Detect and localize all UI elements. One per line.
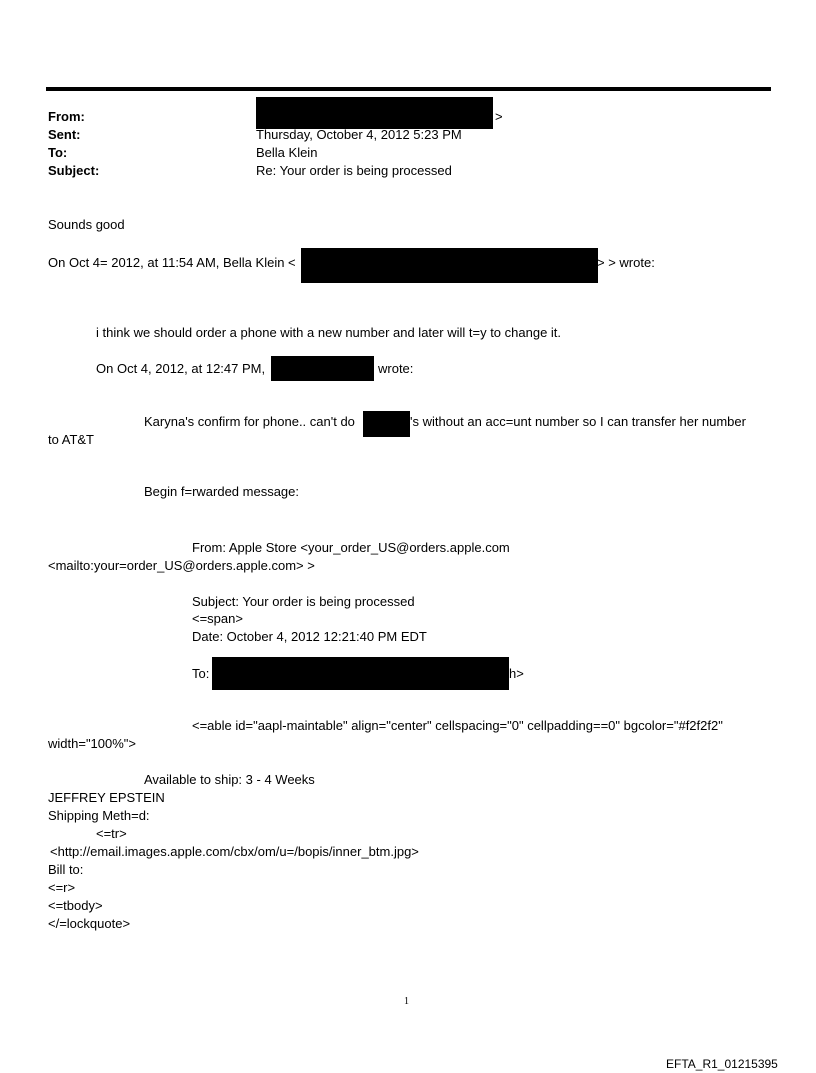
subject-label: Subject: xyxy=(48,163,100,178)
quote1-intro-start: On Oct 4= 2012, at 11:54 AM, Bella Klein < xyxy=(48,255,296,270)
fwd-from: From: Apple Store <your_order_US@orders.apple.com xyxy=(192,540,510,555)
quote2-text-start: Karyna's confirm for phone.. can't do xyxy=(144,414,355,429)
tbody-tag: <=tbody> xyxy=(48,898,103,913)
quote2-intro-start: On Oct 4, 2012, at 12:47 PM, xyxy=(96,361,266,376)
table-tag-line: <=able id="aapl-maintable" align="center" cellspacing="0" cellpadding==0" bgcolor="#f2f2f2" xyxy=(192,718,723,733)
quote1-intro-end: > > wrote: xyxy=(597,255,655,270)
quote2-text-wrap: to AT&T xyxy=(48,432,94,447)
from-label: From: xyxy=(48,109,85,124)
to-label: To: xyxy=(48,145,68,160)
tr-tag: <=tr> xyxy=(96,826,127,841)
bill-to: Bill to: xyxy=(48,862,84,877)
redaction-sender-name xyxy=(271,356,374,381)
r-tag: <=r> xyxy=(48,880,76,895)
fwd-to-suffix: h> xyxy=(509,666,524,681)
quote1-text: i think we should order a phone with a new number and later will t=y to change it. xyxy=(96,325,562,340)
redaction-carrier xyxy=(363,411,410,437)
sent-label: Sent: xyxy=(48,127,81,142)
header-rule xyxy=(46,87,771,91)
quote2-text-end: 's without an acc=unt number so I can transfer her number xyxy=(410,414,746,429)
redaction-bella-email xyxy=(301,248,598,283)
quote2-intro-end: wrote: xyxy=(378,361,414,376)
fwd-to-label: To: xyxy=(192,666,210,681)
from-value-suffix: > xyxy=(495,109,503,124)
fwd-subject: Subject: Your order is being processed xyxy=(192,594,415,609)
fwd-span: <=span> xyxy=(192,611,243,626)
fwd-from-mailto: <mailto:your=order_US@orders.apple.com> > xyxy=(48,558,315,573)
fwd-date: Date: October 4, 2012 12:21:40 PM EDT xyxy=(192,629,427,644)
customer-name: JEFFREY EPSTEIN xyxy=(48,790,165,805)
page-number: 1 xyxy=(404,996,409,1007)
sent-value: Thursday, October 4, 2012 5:23 PM xyxy=(256,127,462,142)
image-url: <http://email.images.apple.com/cbx/om/u=/bopis/inner_btm.jpg> xyxy=(50,844,419,859)
forwarded-begin: Begin f=rwarded message: xyxy=(144,484,300,499)
subject-value: Re: Your order is being processed xyxy=(256,163,452,178)
availability: Available to ship: 3 - 4 Weeks xyxy=(144,772,315,787)
table-tag-wrap: width="100%"> xyxy=(48,736,137,751)
document-id: EFTA_R1_01215395 xyxy=(666,1057,778,1071)
reply-text: Sounds good xyxy=(48,217,125,232)
shipping-method: Shipping Meth=d: xyxy=(48,808,150,823)
to-value: Bella Klein xyxy=(256,145,318,160)
redaction-fwd-to xyxy=(212,657,509,690)
redaction-from xyxy=(256,97,493,129)
blockquote-tag: </=lockquote> xyxy=(48,916,131,931)
